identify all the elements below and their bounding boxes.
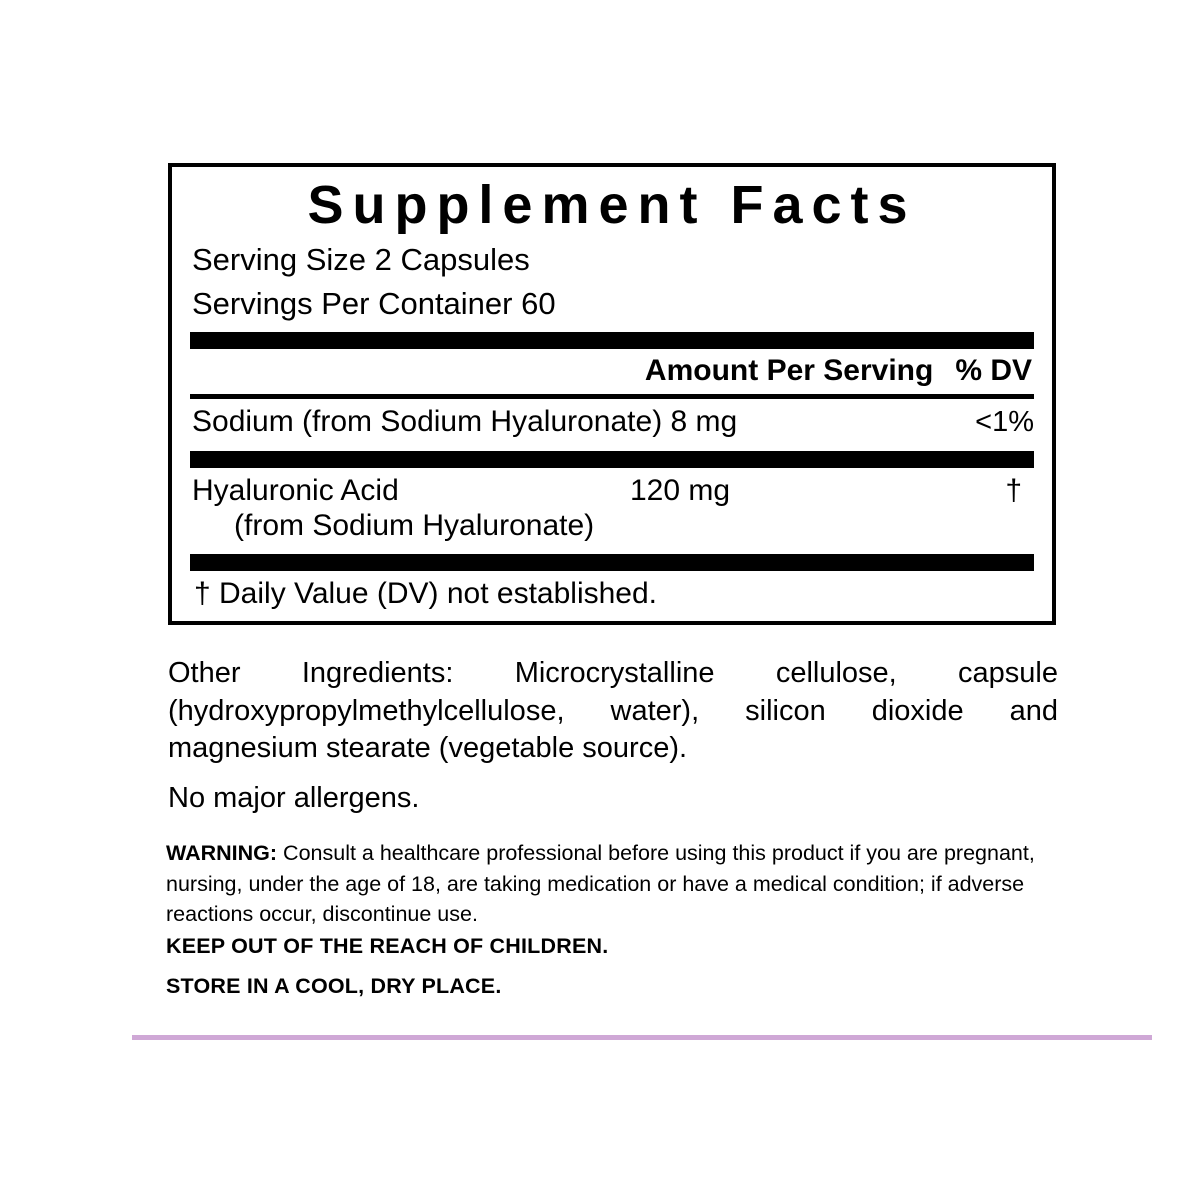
serving-size: Serving Size 2 Capsules xyxy=(192,241,530,277)
amount-per-serving-header: Amount Per Serving xyxy=(644,353,934,387)
table-row xyxy=(190,468,1034,548)
nutrient-name-sodium: Sodium (from Sodium Hyaluronate) 8 mg xyxy=(192,404,738,438)
keep-out-of-reach-text: KEEP OUT OF THE REACH OF CHILDREN. xyxy=(166,934,609,958)
nutrient-dv-hyaluronic-acid: † xyxy=(1005,473,1022,507)
warning-label: WARNING: xyxy=(166,841,278,865)
percent-dv-header: % DV xyxy=(955,353,1032,387)
nutrient-dv-sodium: <1% xyxy=(975,405,1034,438)
panel-title: Supplement Facts xyxy=(307,175,917,235)
column-headers xyxy=(190,349,1034,394)
warning-text xyxy=(166,838,1058,930)
divider-thick-bottom xyxy=(190,554,1034,571)
table-row xyxy=(190,399,1034,445)
store-cool-dry-text: STORE IN A COOL, DRY PLACE. xyxy=(166,974,502,998)
divider-thick-mid xyxy=(190,451,1034,468)
bottom-accent-rule xyxy=(132,1035,1152,1040)
other-ingredients-text: Other Ingredients: Microcrystalline cellulose, capsule (hydroxypropylmethylcellulose, water), silicon dioxide and magnesium stearate (vegetable source). xyxy=(168,657,1058,765)
allergens-text: No major allergens. xyxy=(168,782,420,814)
nutrient-source-hyaluronic-acid: (from Sodium Hyaluronate) xyxy=(234,508,595,542)
warning-body: Consult a healthcare professional before using this product if you are pregnant, nursing, under the age of 18, are taking medication or have a medical condition; if adverse reactions occur, discontinue use. xyxy=(166,841,1035,927)
nutrient-name-hyaluronic-acid: Hyaluronic Acid xyxy=(192,473,399,507)
nutrient-amount-hyaluronic-acid: 120 mg xyxy=(630,473,731,507)
daily-value-footnote: † Daily Value (DV) not established. xyxy=(194,576,658,610)
servings-per-container: Servings Per Container 60 xyxy=(192,285,556,321)
supplement-facts-panel xyxy=(168,163,1056,625)
divider-thick-top xyxy=(190,332,1034,349)
